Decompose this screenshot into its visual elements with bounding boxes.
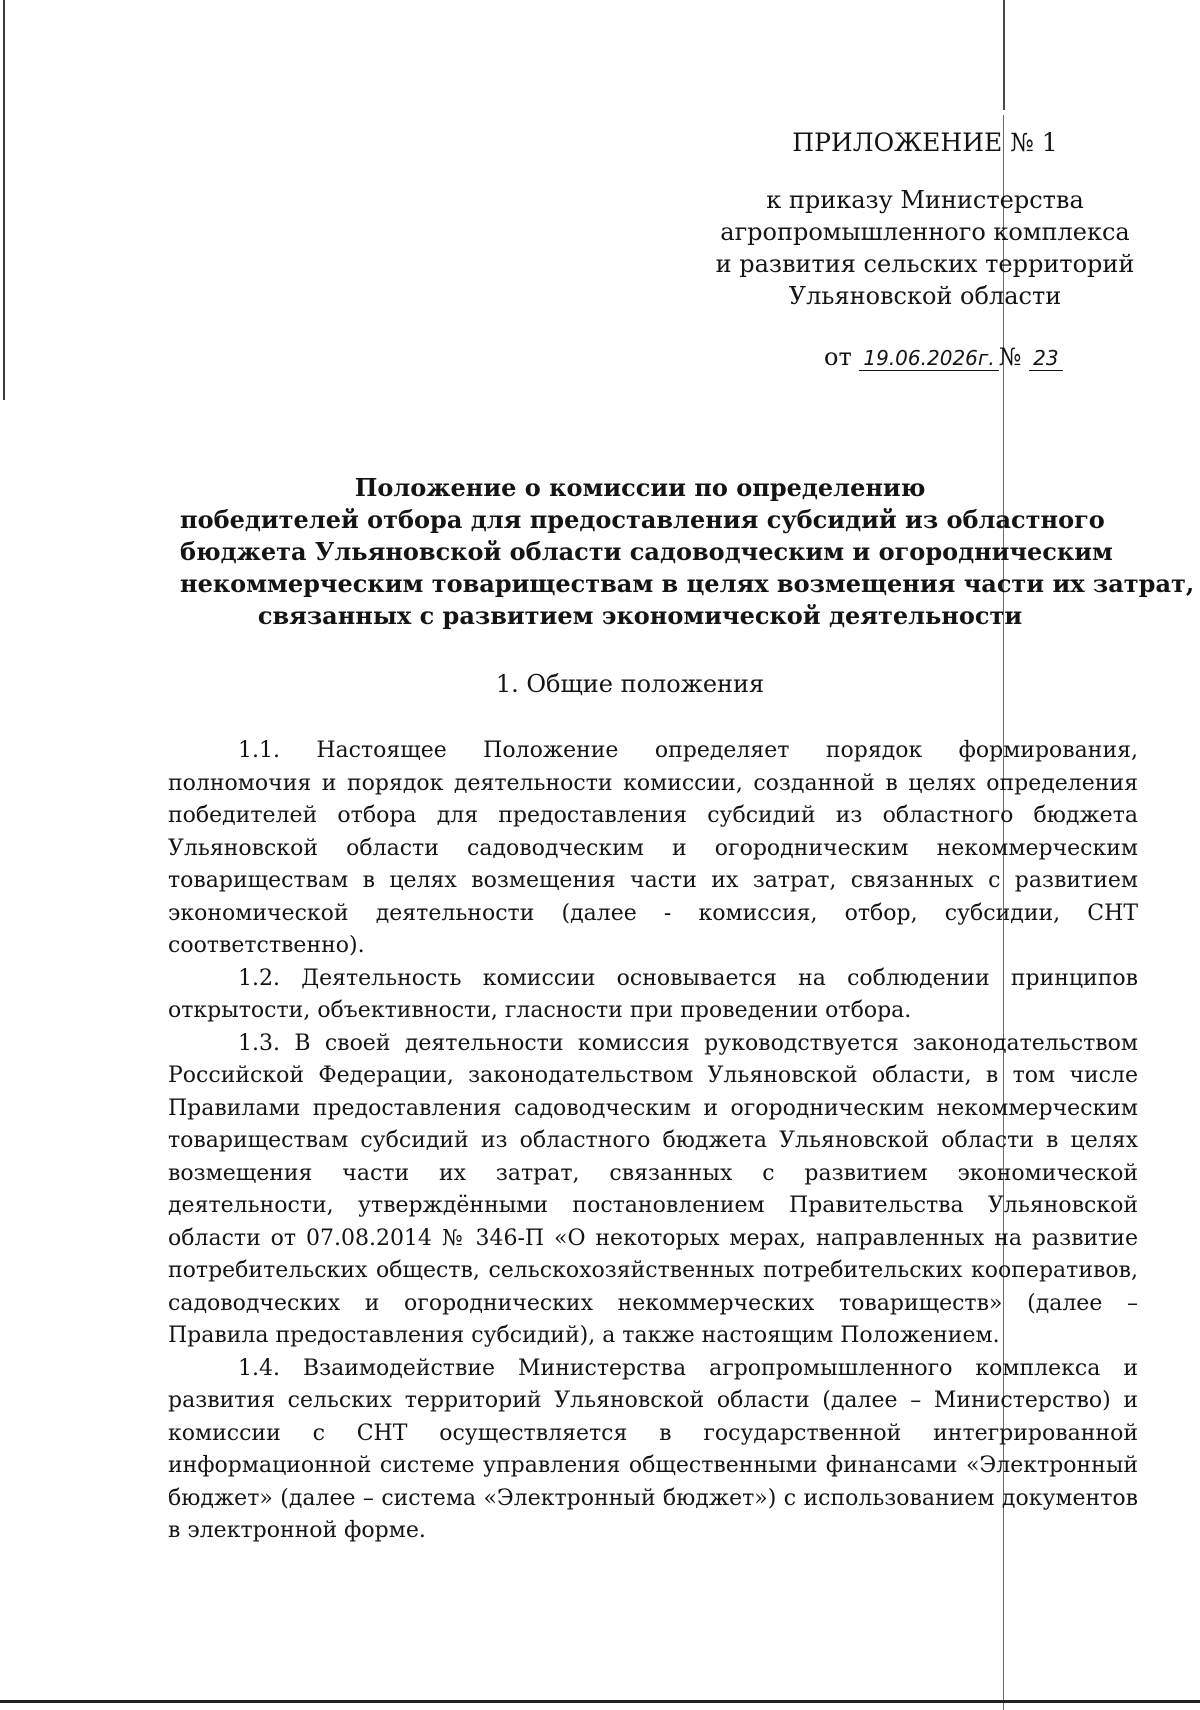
- appendix-order-line: к приказу Министерства: [766, 186, 1084, 214]
- title-line: победителей отбора для предоставления субсидий из областного: [180, 505, 1105, 534]
- title-line: бюджета Ульяновской области садоводческим и огородническим: [180, 537, 1113, 566]
- scan-artifact-left-edge: [3, 0, 5, 400]
- section-heading: 1. Общие положения: [495, 670, 765, 698]
- number-label: №: [998, 343, 1022, 371]
- appendix-date-line: [824, 343, 1063, 371]
- title-line: связанных с развитием экономической деятельности: [257, 601, 1023, 630]
- appendix-title: ПРИЛОЖЕНИЕ № 1: [792, 128, 1058, 157]
- scan-artifact-vertical-line: [1003, 0, 1005, 110]
- scan-artifact-bottom-edge: [0, 1700, 1200, 1703]
- handwritten-number: 23: [1029, 346, 1062, 371]
- document-body: [168, 735, 1138, 1548]
- paragraph-1-3: 1.3. В своей деятельности комиссия руководствуется законодательством Российской Федерации, законодательством Ульяновской области, в том числе Правилами предоставления садоводческим и огородническим некоммерческим товариществам субсидий из областного бюджета Ульяновской области в целях возмещения части их затрат, связанных с развитием экономической деятельности, утверждёнными постановлением Правительства Ульяновской области от 07.08.2014 № 346-П «О некоторых мерах, направленных на развитие потребительских обществ, сельскохозяйственных потребительских кооперативов, садоводческих и огороднических некоммерческих товариществ» (далее – Правила предоставления субсидий), а также настоящим Положением.: [168, 1030, 1138, 1348]
- appendix-order-line: агропромышленного комплекса: [720, 218, 1130, 246]
- title-line: Положение о комиссии по определению: [354, 473, 926, 502]
- paragraph-1-2: 1.2. Деятельность комиссии основывается на соблюдении принципов открытости, объективности, гласности при проведении отбора.: [168, 965, 1138, 1023]
- date-prefix: от: [824, 343, 852, 371]
- paragraph-1-1: 1.1. Настоящее Положение определяет порядок формирования, полномочия и порядок деятельности комиссии, созданной в целях определения победителей отбора для предоставления субсидий из областного бюджета Ульяновской области садоводческим и огородническим некоммерческим товариществам в целях возмещения части их затрат, связанных с развитием экономической деятельности (далее - комиссия, отбор, субсидии, СНТ соответственно).: [168, 738, 1138, 958]
- appendix-order-reference: [700, 184, 1150, 312]
- title-line: некоммерческим товариществам в целях возмещения части их затрат,: [180, 569, 1195, 598]
- appendix-order-line: Ульяновской области: [788, 282, 1062, 310]
- appendix-order-line: и развития сельских территорий: [715, 250, 1135, 278]
- paragraph-1-4: 1.4. Взаимодействие Министерства агропромышленного комплекса и развития сельских территорий Ульяновской области (далее – Министерство) и комиссии с СНТ осуществляется в государственной интегрированной информационной системе управления общественными финансами «Электронный бюджет» (далее – система «Электронный бюджет») с использованием документов в электронной форме.: [168, 1355, 1138, 1543]
- document-title: [180, 472, 1195, 632]
- handwritten-date: 19.06.2026г.: [859, 346, 998, 371]
